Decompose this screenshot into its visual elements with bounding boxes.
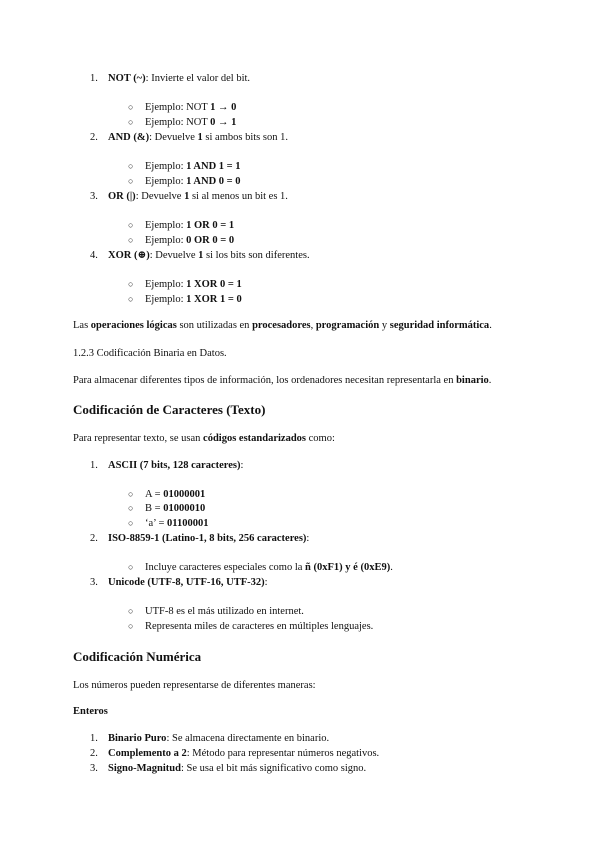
bullet-icon: ○ (128, 503, 134, 513)
text-bold: binario (456, 375, 489, 386)
list-item-iso (108, 532, 309, 545)
example-expression: 1 XOR 1 = 0 (186, 294, 242, 305)
op-desc: : Invierte el valor del bit. (145, 73, 251, 84)
op-desc-bold: 1 (198, 250, 204, 261)
op-name: XOR (⊕) (108, 250, 150, 261)
text-run: son utilizadas en (176, 320, 253, 331)
bullet-icon: ○ (128, 294, 134, 304)
text-run: Para almacenar diferentes tipos de información, los ordenadores necesitan representarla en (73, 375, 457, 386)
example-prefix: Ejemplo: (145, 220, 187, 231)
bullet-icon: ○ (128, 161, 134, 171)
example-line (145, 517, 208, 530)
bullet-icon: ○ (128, 279, 134, 289)
example-expression: 0 OR 0 = 0 (186, 235, 235, 246)
example-expression: 0 → 1 (210, 117, 237, 128)
list-item-or (108, 190, 288, 203)
bullet-icon: ○ (128, 176, 134, 186)
code-name: Unicode (UTF-8, UTF-16, UTF-32) (108, 577, 265, 588)
bullet-icon: ○ (128, 117, 134, 127)
example-prefix: Ejemplo: (145, 294, 187, 305)
list-number: 2. (90, 533, 98, 544)
text-bold: programación (315, 320, 380, 331)
text-run: Incluye caracteres especiales como la (145, 562, 306, 573)
note-line (145, 561, 393, 574)
bullet-icon: ○ (128, 102, 134, 112)
list-item-not (108, 72, 250, 85)
heading-character-encoding: Codificación de Caracteres (Texto) (73, 402, 266, 417)
text-run: . (390, 562, 393, 573)
note-line: Representa miles de caracteres en múltiples lenguajes. (145, 621, 374, 632)
text-bold: operaciones lógicas (90, 320, 177, 331)
bullet-icon: ○ (128, 220, 134, 230)
example-expression: 1 XOR 0 = 1 (186, 279, 242, 290)
example-prefix: Ejemplo: (145, 279, 187, 290)
intro-paragraph (73, 374, 491, 387)
example-prefix: A = (145, 489, 164, 500)
op-name: NOT (~) (108, 73, 146, 84)
numeric-intro-paragraph: Los números pueden representarse de diferentes maneras: (73, 680, 316, 691)
bullet-icon: ○ (128, 518, 134, 528)
op-desc: : Devuelve (135, 191, 185, 202)
term-name: Signo-Magnitud (108, 763, 181, 774)
summary-paragraph (73, 319, 492, 332)
op-desc: si ambos bits son 1. (202, 132, 288, 143)
op-name: OR (|) (108, 191, 136, 202)
bullet-icon: ○ (128, 235, 134, 245)
list-number: 1. (90, 73, 98, 84)
op-desc-bold: 1 (184, 191, 190, 202)
op-desc-bold: 1 (197, 132, 203, 143)
example-line (145, 160, 241, 173)
text-run: : (306, 533, 310, 544)
example-line (145, 488, 205, 501)
example-expression: 1 AND 1 = 1 (186, 161, 241, 172)
list-number: 4. (90, 250, 98, 261)
text-run: , (310, 320, 316, 331)
op-desc: : Devuelve (149, 250, 199, 261)
op-desc: si los bits son diferentes. (203, 250, 310, 261)
example-line (145, 116, 236, 129)
term-name: Binario Puro (108, 733, 167, 744)
bullet-icon: ○ (128, 562, 134, 572)
list-number: 2. (90, 748, 98, 759)
term-desc: : Se usa el bit más significativo como signo. (180, 763, 367, 774)
list-number: 2. (90, 132, 98, 143)
text-bold: ñ (0xF1) y é (0xE9) (305, 562, 391, 573)
example-line (145, 101, 236, 114)
list-number: 3. (90, 191, 98, 202)
example-line (145, 502, 205, 515)
term-desc: : Se almacena directamente en binario. (166, 733, 330, 744)
list-number: 3. (90, 577, 98, 588)
list-number: 1. (90, 733, 98, 744)
list-item-xor (108, 249, 310, 262)
heading-numeric-encoding: Codificación Numérica (73, 649, 202, 664)
text-run: como: (306, 433, 335, 444)
example-line (145, 278, 242, 291)
text-run: . (489, 320, 492, 331)
example-code: 01000010 (163, 503, 206, 514)
list-item-and (108, 131, 288, 144)
example-prefix: ‘a’ = (145, 518, 168, 529)
example-expression: 1 OR 0 = 1 (186, 220, 235, 231)
op-desc: si al menos un bit es 1. (189, 191, 288, 202)
example-line (145, 175, 241, 188)
list-number: 3. (90, 763, 98, 774)
example-line (145, 293, 242, 306)
enteros-label: Enteros (73, 706, 108, 717)
example-prefix: Ejemplo: (145, 161, 187, 172)
list-item-complemento (108, 747, 379, 760)
text-run: y (379, 320, 390, 331)
example-prefix: Ejemplo: (145, 176, 187, 187)
text-run: Para representar texto, se usan (73, 433, 204, 444)
example-expression: 1 AND 0 = 0 (186, 176, 241, 187)
text-bold: seguridad informática (389, 320, 490, 331)
text-bold: procesadores (252, 320, 311, 331)
op-name: AND (&) (108, 132, 150, 143)
bullet-icon: ○ (128, 621, 134, 631)
text-run: . (488, 375, 492, 386)
example-line (145, 234, 234, 247)
text-run: Las (73, 320, 91, 331)
text-intro-paragraph (73, 432, 335, 445)
bullet-icon: ○ (128, 489, 134, 499)
text-run: : (240, 460, 244, 471)
term-name: Complemento a 2 (108, 748, 187, 759)
example-code: 01000001 (163, 489, 206, 500)
list-item-signo-magnitud (108, 762, 366, 775)
example-code: 01100001 (167, 518, 209, 529)
note-line: UTF-8 es el más utilizado en internet. (145, 606, 304, 617)
text-run: : (264, 577, 268, 588)
list-number: 1. (90, 460, 98, 471)
section-number: 1.2.3 Codificación Binaria en Datos. (73, 348, 227, 359)
example-expression: 1 → 0 (210, 102, 237, 113)
example-prefix: Ejemplo: (145, 235, 187, 246)
example-prefix: B = (145, 503, 164, 514)
list-item-binario-puro (108, 732, 329, 745)
bullet-icon: ○ (128, 606, 134, 616)
code-name: ISO-8859-1 (Latino-1, 8 bits, 256 caracteres) (108, 533, 307, 544)
list-item-ascii (108, 459, 243, 472)
text-bold: códigos estandarizados (203, 433, 306, 444)
example-prefix: Ejemplo: NOT (145, 102, 211, 113)
example-line (145, 219, 234, 232)
list-item-unicode (108, 576, 268, 589)
code-name: ASCII (7 bits, 128 caracteres) (108, 460, 241, 471)
term-desc: : Método para representar números negativos. (186, 748, 380, 759)
example-prefix: Ejemplo: NOT (145, 117, 211, 128)
op-desc: : Devuelve (149, 132, 198, 143)
